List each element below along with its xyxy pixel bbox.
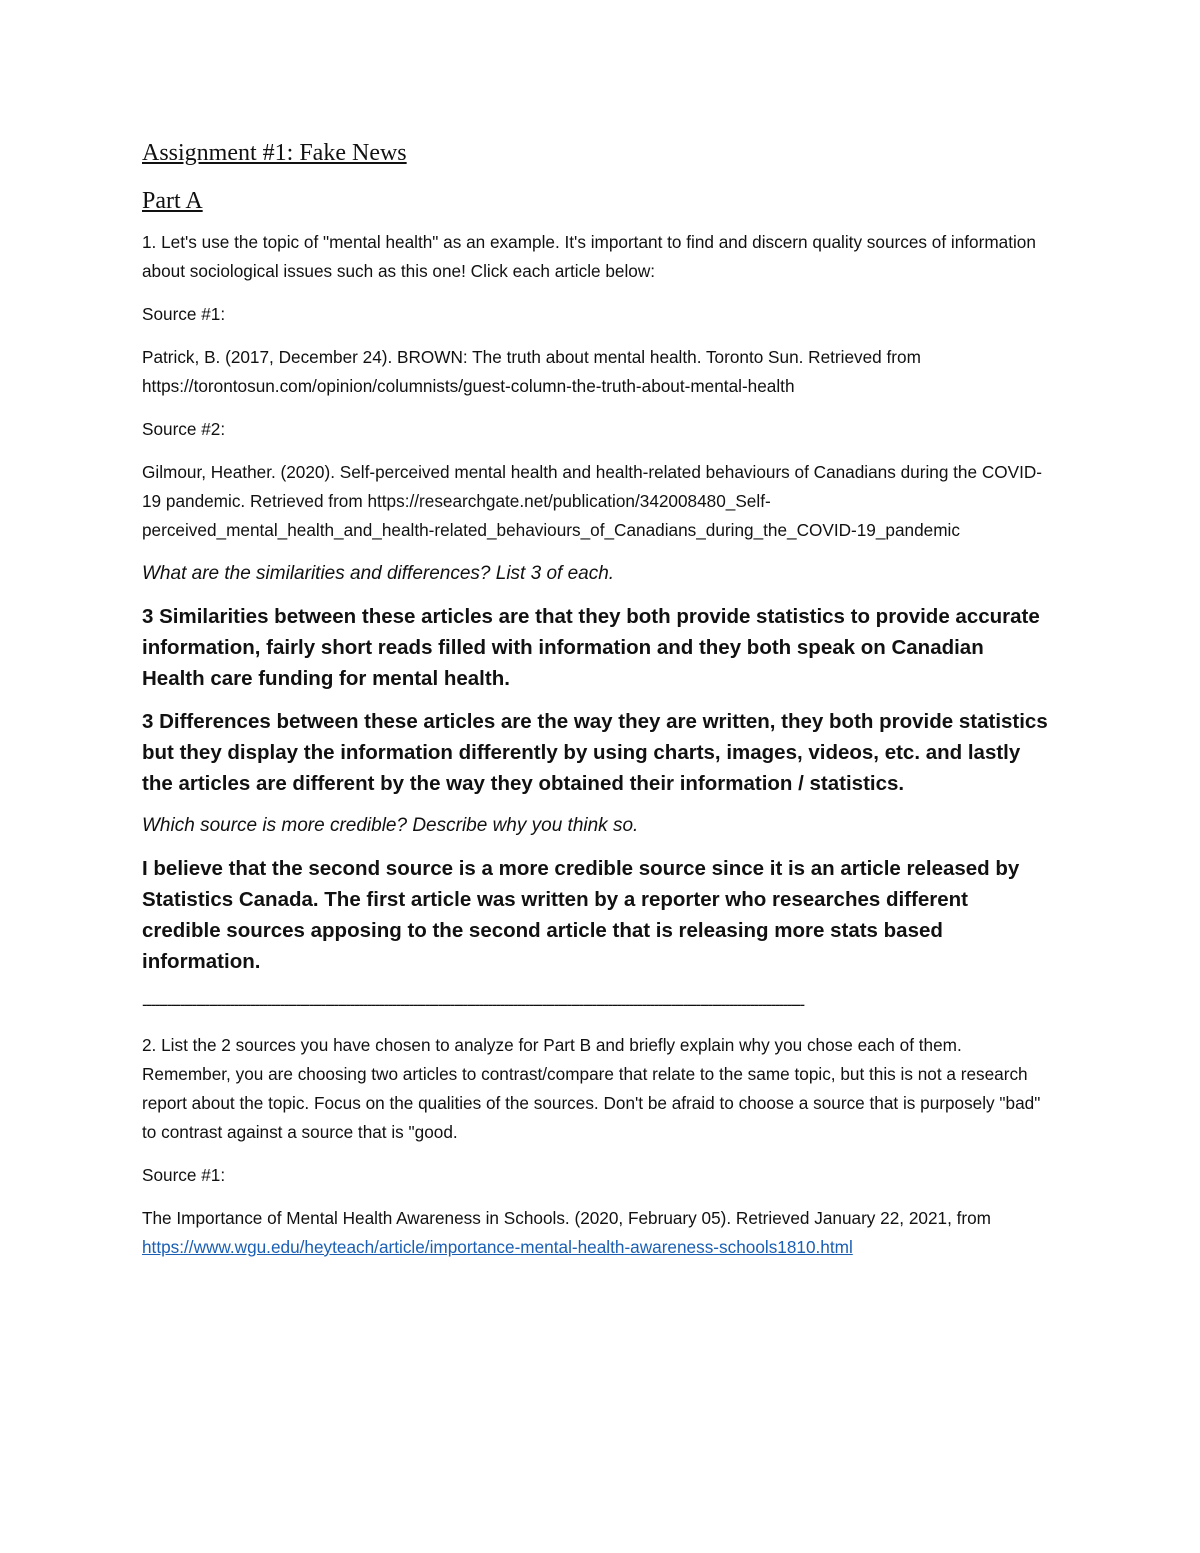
source-2-citation: Gilmour, Heather. (2020). Self-perceived mental health and health-related behaviours of Canadians during the COVID-19 pandemic. Retrieved from https://researchgate.net/publication/342008480_Self-perceived_mental_health_and_health-related_behaviours_of_Canadians_during_the_COVID-19_pandemic (142, 462, 1042, 540)
source-1-label: Source #1: (142, 304, 226, 324)
similarities-answer: 3 Similarities between these articles are that they both provide statistics to provide accurate information, fairly short reads filled with information and they both speak on Canadian Health care funding for mental health. (142, 605, 1040, 690)
section-divider: --------------------------------------------------------------------------------------------------------------------------------------------------------------- (142, 995, 804, 1014)
credibility-answer: I believe that the second source is a more credible source since it is an article released by Statistics Canada. The first article was written by a reporter who researches different credible sources apposing to the second article that is releasing more stats based information. (142, 857, 1020, 973)
question-2-intro: 2. List the 2 sources you have chosen to analyze for Part B and briefly explain why you chose each of them. Remember, you are choosing two articles to contrast/compare that relate to the same topic, but this is not a research report about the topic. Focus on the qualities of the sources. Don't be afraid to choose a source that is purposely "bad" to contrast against a source that is "good. (142, 1035, 1041, 1142)
source-2-label: Source #2: (142, 419, 226, 439)
document-content (142, 138, 1052, 1276)
question-1-intro: 1. Let's use the topic of "mental health" as an example. It's important to find and discern quality sources of information about sociological issues such as this one! Click each article below: (142, 232, 1036, 281)
differences-answer: 3 Differences between these articles are the way they are written, they both provide statistics but they display the information differently by using charts, images, videos, etc. and lastly the articles are different by the way they obtained their information / statistics. (142, 710, 1048, 795)
credibility-question: Which source is more credible? Describe why you think so. (142, 815, 639, 836)
part-b-source-1-label: Source #1: (142, 1165, 226, 1185)
part-b-source-1-citation-text: The Importance of Mental Health Awareness in Schools. (2020, February 05). Retrieved January 22, 2021, from (142, 1208, 992, 1228)
source-1-citation: Patrick, B. (2017, December 24). BROWN: The truth about mental health. Toronto Sun. Retrieved from https://torontosun.com/opinion/columnists/guest-column-the-truth-about-mental-health (142, 347, 921, 396)
part-b-source-1-link[interactable]: https://www.wgu.edu/heyteach/article/importance-mental-health-awareness-schools1810.html (142, 1237, 853, 1257)
similarities-question: What are the similarities and differences? List 3 of each. (142, 563, 615, 584)
part-a-heading: Part A (142, 188, 203, 214)
part-b-source-1-citation (142, 1204, 1052, 1262)
assignment-title: Assignment #1: Fake News (142, 140, 407, 166)
